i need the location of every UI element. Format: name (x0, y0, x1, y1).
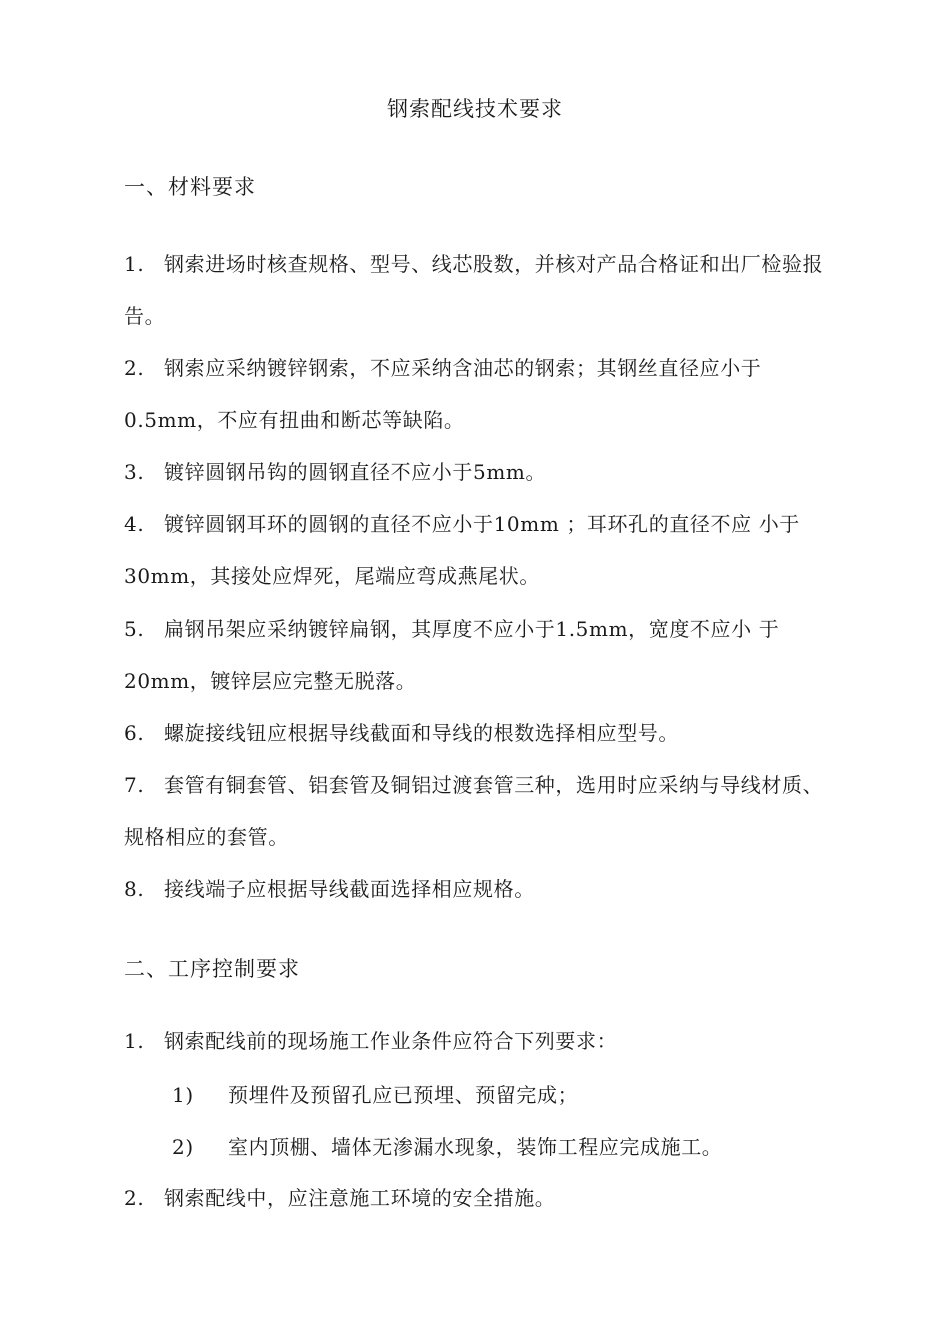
section-heading-process-control: 二、工序控制要求 (124, 957, 300, 981)
item-text: 螺旋接线钮应根据导线截面和导线的根数选择相应型号。 (164, 721, 679, 745)
list-item (124, 759, 830, 863)
list-item (124, 498, 830, 602)
sub-item-text: 室内顶棚、墙体无渗漏水现象，装饰工程应完成施工。 (228, 1135, 723, 1159)
item-text: 钢索配线前的现场施工作业条件应符合下列要求： (164, 1029, 618, 1053)
item-number: 8. (124, 877, 145, 901)
item-text: 钢索配线中，应注意施工环境的安全措施。 (164, 1186, 556, 1210)
item-text: 扁钢吊架应采纳镀锌扁钢，其厚度不应小于1.5mm，宽度不应小 于20mm，镀锌层应完整无脱落。 (124, 617, 780, 693)
item-text: 镀锌圆钢耳环的圆钢的直径不应小于10mm ；耳环孔的直径不应 小于30mm，其接处应焊死，尾端应弯成燕尾状。 (124, 512, 800, 588)
sub-item-number: 2) (172, 1135, 194, 1159)
list-item (124, 342, 830, 446)
item-number: 5. (124, 617, 145, 641)
sub-list-item (172, 1132, 832, 1162)
document-title: 钢索配线技术要求 (387, 97, 563, 121)
item-text: 接线端子应根据导线截面选择相应规格。 (164, 877, 535, 901)
item-text: 套管有铜套管、铝套管及铜铝过渡套管三种，选用时应采纳与导线材质、规格相应的套管。 (124, 773, 824, 849)
item-number: 4. (124, 512, 145, 536)
item-number: 1. (124, 252, 145, 276)
item-text: 钢索进场时核查规格、型号、线芯股数，并核对产品合格证和出厂检验报告。 (124, 252, 824, 328)
list-item (124, 707, 830, 759)
item-text: 钢索应采纳镀锌钢索，不应采纳含油芯的钢索；其钢丝直径应小于0.5mm，不应有扭曲和断芯等缺陷。 (124, 356, 762, 432)
sub-item-text: 预埋件及预留孔应已预埋、预留完成； (228, 1083, 579, 1107)
sub-item-number: 1) (172, 1083, 194, 1107)
item-number: 7. (124, 773, 145, 797)
item-number: 1. (124, 1029, 145, 1053)
item-number: 3. (124, 460, 145, 484)
list-item (124, 446, 830, 498)
list-item (124, 1015, 830, 1067)
sub-list-item (172, 1080, 832, 1110)
item-number: 2. (124, 1186, 145, 1210)
item-number: 6. (124, 721, 145, 745)
item-number: 2. (124, 356, 145, 380)
list-item (124, 863, 830, 915)
list-item (124, 603, 830, 707)
item-text: 镀锌圆钢吊钩的圆钢直径不应小于5mm。 (164, 460, 547, 484)
list-item (124, 238, 830, 342)
list-item (124, 1172, 830, 1224)
section-heading-materials: 一、材料要求 (124, 175, 256, 199)
